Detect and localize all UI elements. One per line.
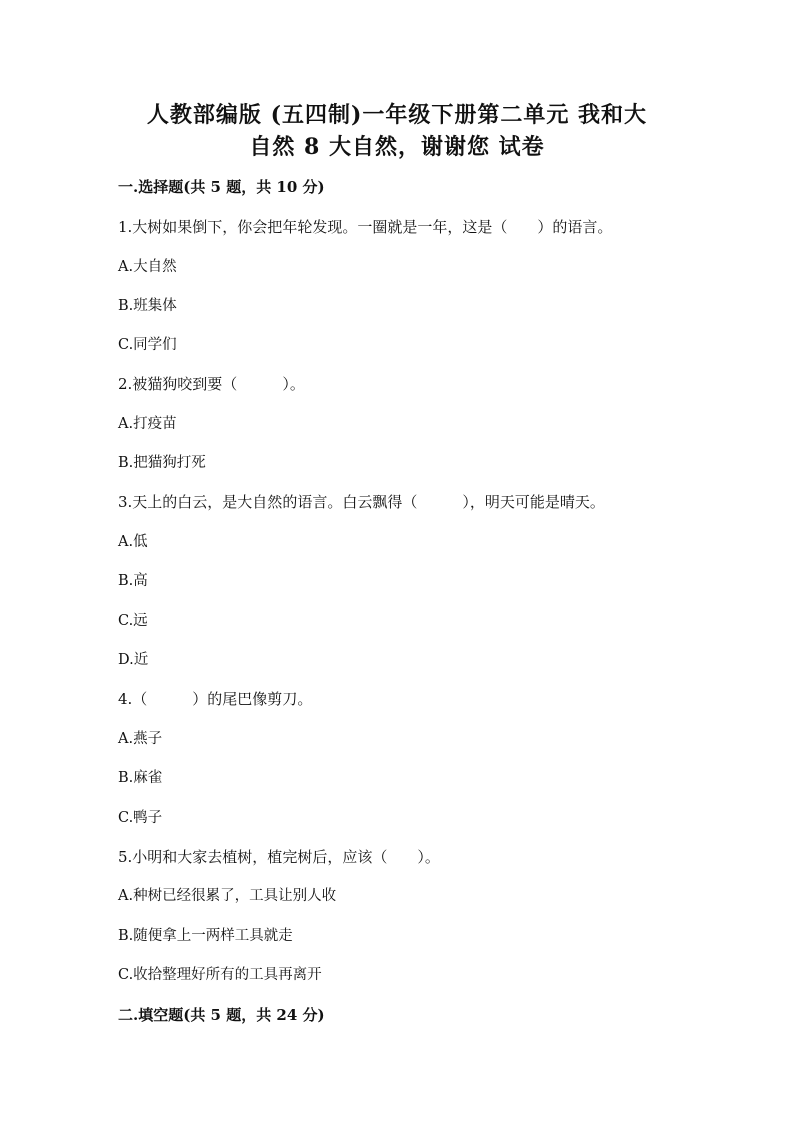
question-5-option-c: C.收拾整理好所有的工具再离开 bbox=[118, 967, 322, 983]
section-heading-fill-in-blank: 二.填空题(共 5 题，共 24 分) bbox=[118, 1006, 325, 1024]
question-4-stem: 4.（ ）的尾巴像剪刀。 bbox=[118, 690, 313, 708]
question-4-option-a: A.燕子 bbox=[118, 731, 163, 747]
question-5-option-a: A.种树已经很累了，工具让别人收 bbox=[118, 888, 337, 904]
exam-title-line-1: 人教部编版 (五四制)一年级下册第二单元 我和大 bbox=[146, 102, 648, 128]
question-5-stem: 5.小明和大家去植树，植完树后，应该（ ）。 bbox=[118, 848, 440, 866]
question-3-option-c: C.远 bbox=[118, 613, 148, 629]
question-4-option-c: C.鸭子 bbox=[118, 810, 163, 826]
question-1-option-c: C.同学们 bbox=[118, 337, 177, 353]
question-2-option-a: A.打疫苗 bbox=[118, 416, 177, 432]
question-1-option-a: A.大自然 bbox=[118, 259, 177, 275]
question-2-stem: 2.被猫狗咬到要（ ）。 bbox=[118, 375, 305, 393]
question-3-option-a: A.低 bbox=[118, 534, 148, 550]
exam-title-line-2: 自然 8 大自然，谢谢您 试卷 bbox=[249, 134, 545, 160]
question-4-option-b: B.麻雀 bbox=[118, 770, 163, 786]
question-1-stem: 1.大树如果倒下，你会把年轮发现。一圈就是一年，这是（ ）的语言。 bbox=[118, 218, 613, 236]
question-5-option-b: B.随便拿上一两样工具就走 bbox=[118, 928, 293, 944]
question-3-option-b: B.高 bbox=[118, 573, 148, 589]
question-2-option-b: B.把猫狗打死 bbox=[118, 455, 206, 471]
question-1-option-b: B.班集体 bbox=[118, 298, 177, 314]
question-3-option-d: D.近 bbox=[118, 652, 149, 668]
question-3-stem: 3.天上的白云，是大自然的语言。白云飘得（ ），明天可能是晴天。 bbox=[118, 493, 605, 511]
section-heading-multiple-choice: 一.选择题(共 5 题，共 10 分) bbox=[118, 178, 325, 196]
